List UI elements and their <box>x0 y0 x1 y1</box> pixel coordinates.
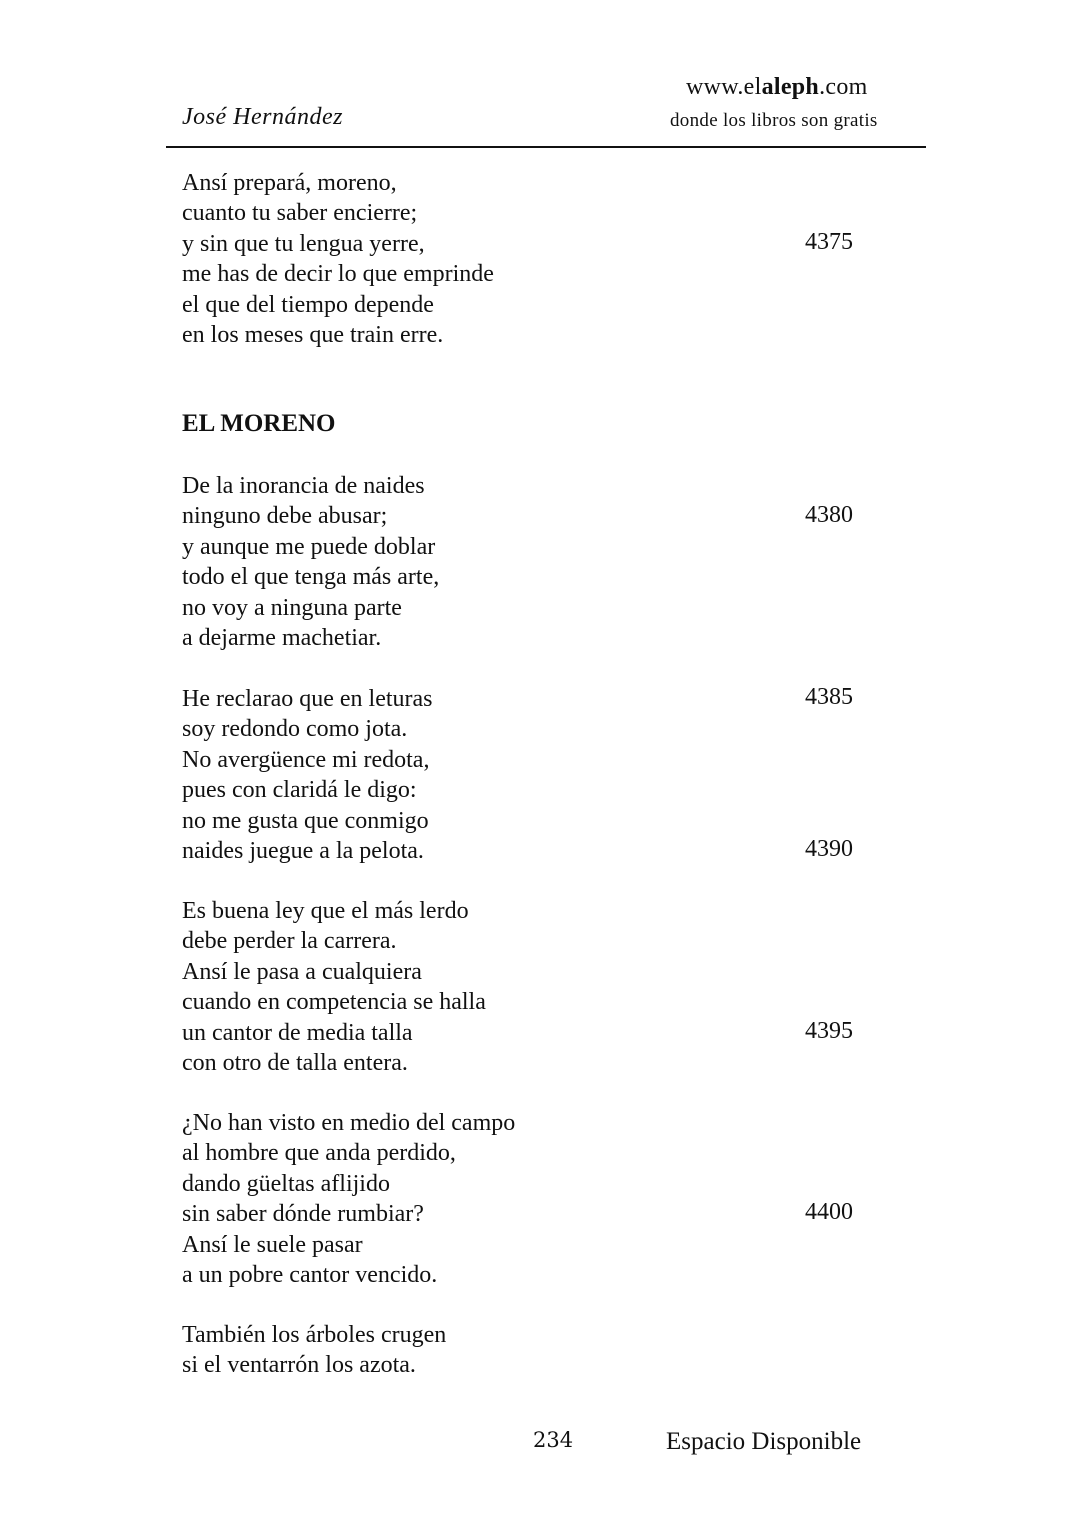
verse-line: dando güeltas aflijido <box>182 1170 390 1197</box>
verse-line: si el ventarrón los azota. <box>182 1352 416 1379</box>
verse-line: ninguno debe abusar; <box>182 503 388 530</box>
line-number-4400: 4400 <box>805 1199 853 1225</box>
line-number-4395: 4395 <box>805 1018 853 1044</box>
verse-line: También los árboles crugen <box>182 1322 447 1348</box>
line-number-4385: 4385 <box>805 684 853 710</box>
site-tagline: donde los libros son gratis <box>670 110 878 131</box>
stanza-6 <box>182 1320 446 1381</box>
verse-line: De la inorancia de naides <box>182 473 425 499</box>
verse-line: naides juegue a la pelota. <box>182 838 424 865</box>
verse-line: Es buena ley que el más lerdo <box>182 898 469 924</box>
stanza-1 <box>182 168 494 350</box>
verse-line: en los meses que train erre. <box>182 322 444 349</box>
verse-line: No avergüence mi redota, <box>182 746 430 773</box>
verse-line: Ansí le suele pasar <box>182 1231 363 1258</box>
verse-line: Ansí prepará, moreno, <box>182 170 397 196</box>
section-heading: EL MORENO <box>182 410 336 437</box>
stanza-3 <box>182 684 433 866</box>
verse-line: cuando en competencia se halla <box>182 989 486 1016</box>
verse-line: He reclarao que en leturas <box>182 686 433 712</box>
verse-line: cuanto tu saber encierre; <box>182 200 418 227</box>
line-number-4390: 4390 <box>805 836 853 862</box>
verse-line: soy redondo como jota. <box>182 716 408 743</box>
verse-line: sin saber dónde rumbiar? <box>182 1201 424 1228</box>
verse-line: un cantor de media talla <box>182 1019 413 1046</box>
verse-line: el que del tiempo depende <box>182 291 434 318</box>
footer-note: Espacio Disponible <box>666 1428 862 1455</box>
verse-line: y sin que tu lengua yerre, <box>182 230 425 257</box>
site-url-prefix: www.el <box>686 74 762 100</box>
verse-line: Ansí le pasa a cualquiera <box>182 958 422 985</box>
verse-line: me has de decir lo que emprinde <box>182 261 494 288</box>
verse-line: al hombre que anda perdido, <box>182 1140 456 1167</box>
verse-line: no voy a ninguna parte <box>182 594 402 621</box>
site-url-suffix: .com <box>819 74 868 100</box>
stanza-4 <box>182 896 486 1078</box>
verse-line: con otro de talla entera. <box>182 1050 408 1077</box>
verse-line: a un pobre cantor vencido. <box>182 1262 438 1289</box>
stanza-5 <box>182 1108 515 1290</box>
verse-line: pues con claridá le digo: <box>182 777 417 804</box>
author-name: José Hernández <box>182 104 343 130</box>
verse-line: no me gusta que conmigo <box>182 807 429 834</box>
verse-line: ¿No han visto en medio del campo <box>182 1110 516 1136</box>
site-url-brand: aleph <box>761 74 820 100</box>
line-number-4375: 4375 <box>805 229 853 255</box>
verse-line: y aunque me puede doblar <box>182 533 436 560</box>
verse-line: todo el que tenga más arte, <box>182 564 440 591</box>
site-url[interactable] <box>686 74 868 101</box>
header-divider <box>166 146 926 148</box>
verse-line: a dejarme machetiar. <box>182 625 382 652</box>
verse-line: debe perder la carrera. <box>182 928 397 955</box>
line-number-4380: 4380 <box>805 502 853 528</box>
stanza-2 <box>182 471 439 653</box>
page-number: 234 <box>533 1428 574 1452</box>
